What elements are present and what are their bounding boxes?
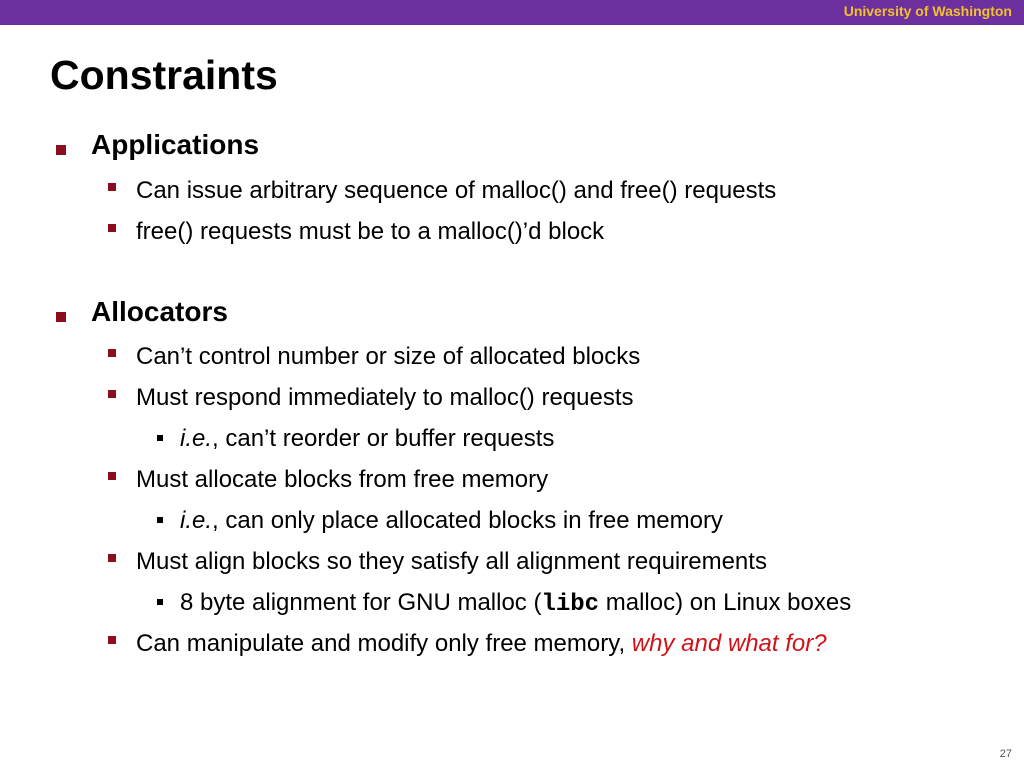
list-item-text <box>136 630 827 658</box>
square-bullet-icon <box>108 390 116 398</box>
small-square-bullet-icon <box>157 435 163 441</box>
square-bullet-icon <box>56 145 66 155</box>
square-bullet-icon <box>108 349 116 357</box>
item-main-text: Can manipulate and modify only free memory, <box>136 630 632 657</box>
libc-code: libc <box>541 591 600 618</box>
sub-item-after-code: malloc) on Linux boxes <box>599 589 852 616</box>
list-item-text: Can issue arbitrary sequence of malloc() and free() requests <box>136 177 777 204</box>
square-bullet-icon <box>108 636 116 644</box>
list-item-text: Must align blocks so they satisfy all alignment requirements <box>136 548 767 575</box>
sub-list-item-text <box>180 425 554 453</box>
ie-abbreviation: i.e. <box>180 507 213 534</box>
square-bullet-icon <box>108 183 116 191</box>
heading-applications: Applications <box>91 129 260 160</box>
sub-item-rest: , can’t reorder or buffer requests <box>212 425 555 452</box>
ie-abbreviation: i.e. <box>180 425 213 452</box>
square-bullet-icon <box>56 312 66 322</box>
list-item-text: Must respond immediately to malloc() requests <box>136 384 634 411</box>
list-item-text: Can’t control number or size of allocated blocks <box>136 343 641 370</box>
square-bullet-icon <box>108 554 116 562</box>
small-square-bullet-icon <box>157 517 163 523</box>
page-number: 27 <box>999 748 1012 760</box>
small-square-bullet-icon <box>157 599 163 605</box>
institution-name: University of Washington <box>843 3 1012 19</box>
sub-list-item-text <box>180 589 851 618</box>
list-item-text: free() requests must be to a malloc()’d block <box>136 218 605 245</box>
sub-list-item-text <box>180 507 723 535</box>
sub-item-before-code: 8 byte alignment for GNU malloc ( <box>180 589 542 616</box>
heading-allocators: Allocators <box>91 296 228 327</box>
sub-item-rest: , can only place allocated blocks in free memory <box>212 507 723 534</box>
highlighted-question: why and what for? <box>631 630 827 657</box>
square-bullet-icon <box>108 224 116 232</box>
list-item-text: Must allocate blocks from free memory <box>136 466 549 493</box>
slide-title: Constraints <box>50 52 278 98</box>
square-bullet-icon <box>108 472 116 480</box>
